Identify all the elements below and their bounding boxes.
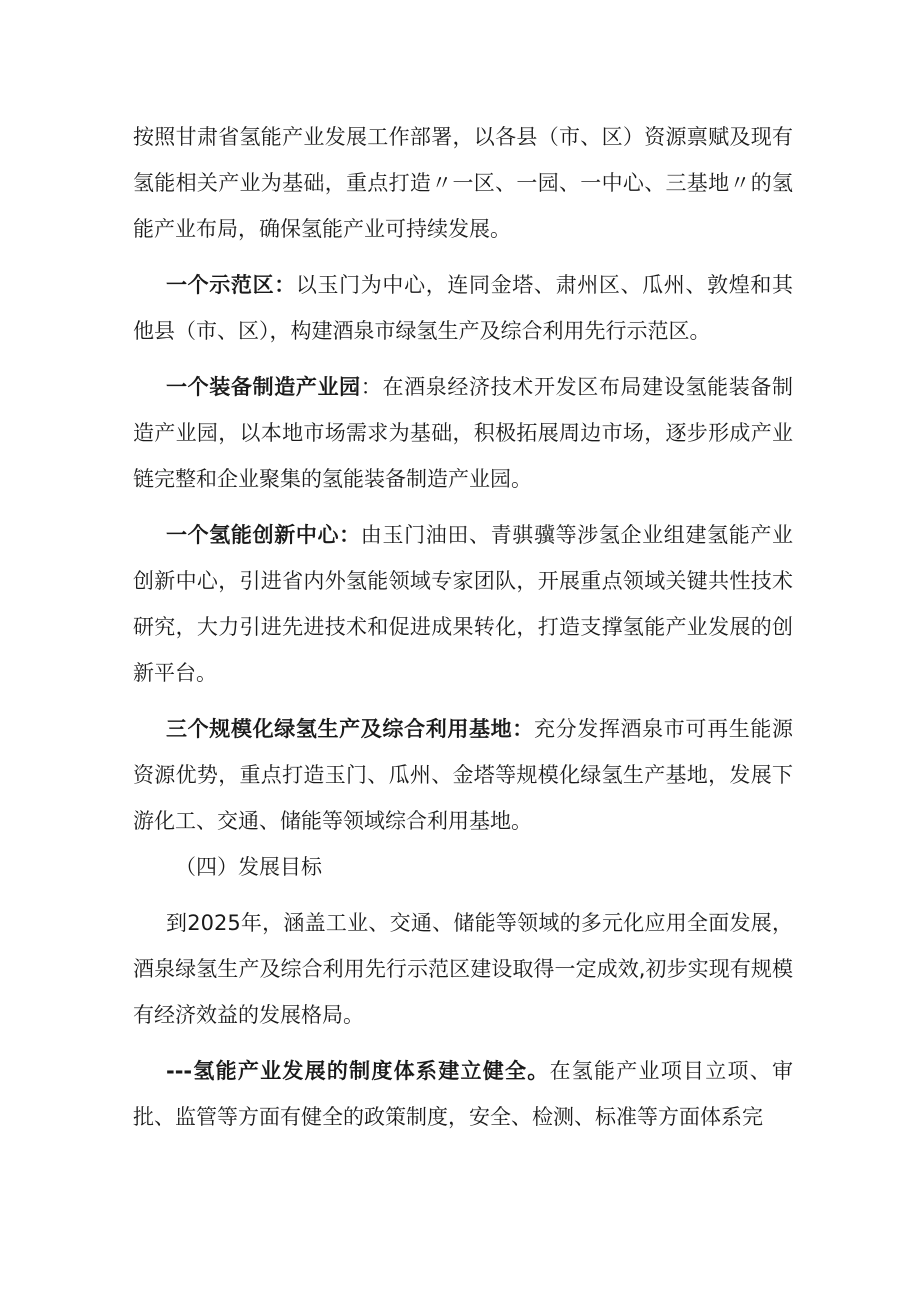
intro-text: 按照甘肃省氢能产业发展工作部署，以各县（市、区）资源禀赋及现有氢能相关产业为基础，重点打造〃一区、一园、一中心、三基地〃的氢能产业布局，确保氢能产业可持续发展。 xyxy=(133,125,793,241)
innovation-center-heading: 一个氢能创新中心： xyxy=(166,523,361,547)
goal-paragraph xyxy=(133,900,793,1038)
equipment-park-paragraph xyxy=(133,364,793,502)
equipment-park-text: ：在酒泉经济技术开发区布局建设氢能装备制造产业园，以本地市场需求为基础，积极拓展周边市场，逐步形成产业链完整和企业聚集的氢能装备制造产业园。 xyxy=(133,375,794,491)
three-bases-heading: 三个规模化绿氢生产及综合利用基地： xyxy=(166,717,534,741)
system-heading: ---氢能产业发展的制度体系建立健全。 xyxy=(166,1059,550,1083)
innovation-center-text: 由玉门油田、青骐骥等涉氢企业组建氢能产业创新中心，引进省内外氢能领域专家团队，开展重点领域关键共性技术研究，大力引进先进技术和促进成果转化，打造支撑氢能产业发展的创新平台。 xyxy=(133,523,794,685)
document-body xyxy=(133,114,793,1140)
three-bases-text: 充分发挥酒泉市可再生能源资源优势，重点打造玉门、瓜州、金塔等规模化绿氢生产基地，发展下游化工、交通、储能等领域综合利用基地。 xyxy=(133,717,794,833)
system-paragraph xyxy=(133,1048,793,1140)
three-bases-paragraph xyxy=(133,706,793,844)
section-heading: （四）发展目标 xyxy=(175,855,322,879)
innovation-center-paragraph xyxy=(133,512,793,696)
demo-zone-paragraph xyxy=(133,262,793,354)
goal-text: 到2025年，涵盖工业、交通、储能等领域的多元化应用全面发展，酒泉绿氢生产及综合利用先行示范区建设取得一定成效,初步实现有规模有经济效益的发展格局。 xyxy=(133,911,793,1027)
equipment-park-heading: 一个装备制造产业园 xyxy=(166,375,361,399)
system-text: 在氢能产业项目立项、审批、监管等方面有健全的政策制度，安全、检测、标准等方面体系完 xyxy=(133,1059,794,1129)
intro-paragraph xyxy=(133,114,793,252)
demo-zone-heading: 一个示范区： xyxy=(166,273,296,297)
demo-zone-text: 以玉门为中心，连同金塔、肃州区、瓜州、敦煌和其他县（市、区），构建酒泉市绿氢生产及综合利用先行示范区。 xyxy=(133,273,794,343)
